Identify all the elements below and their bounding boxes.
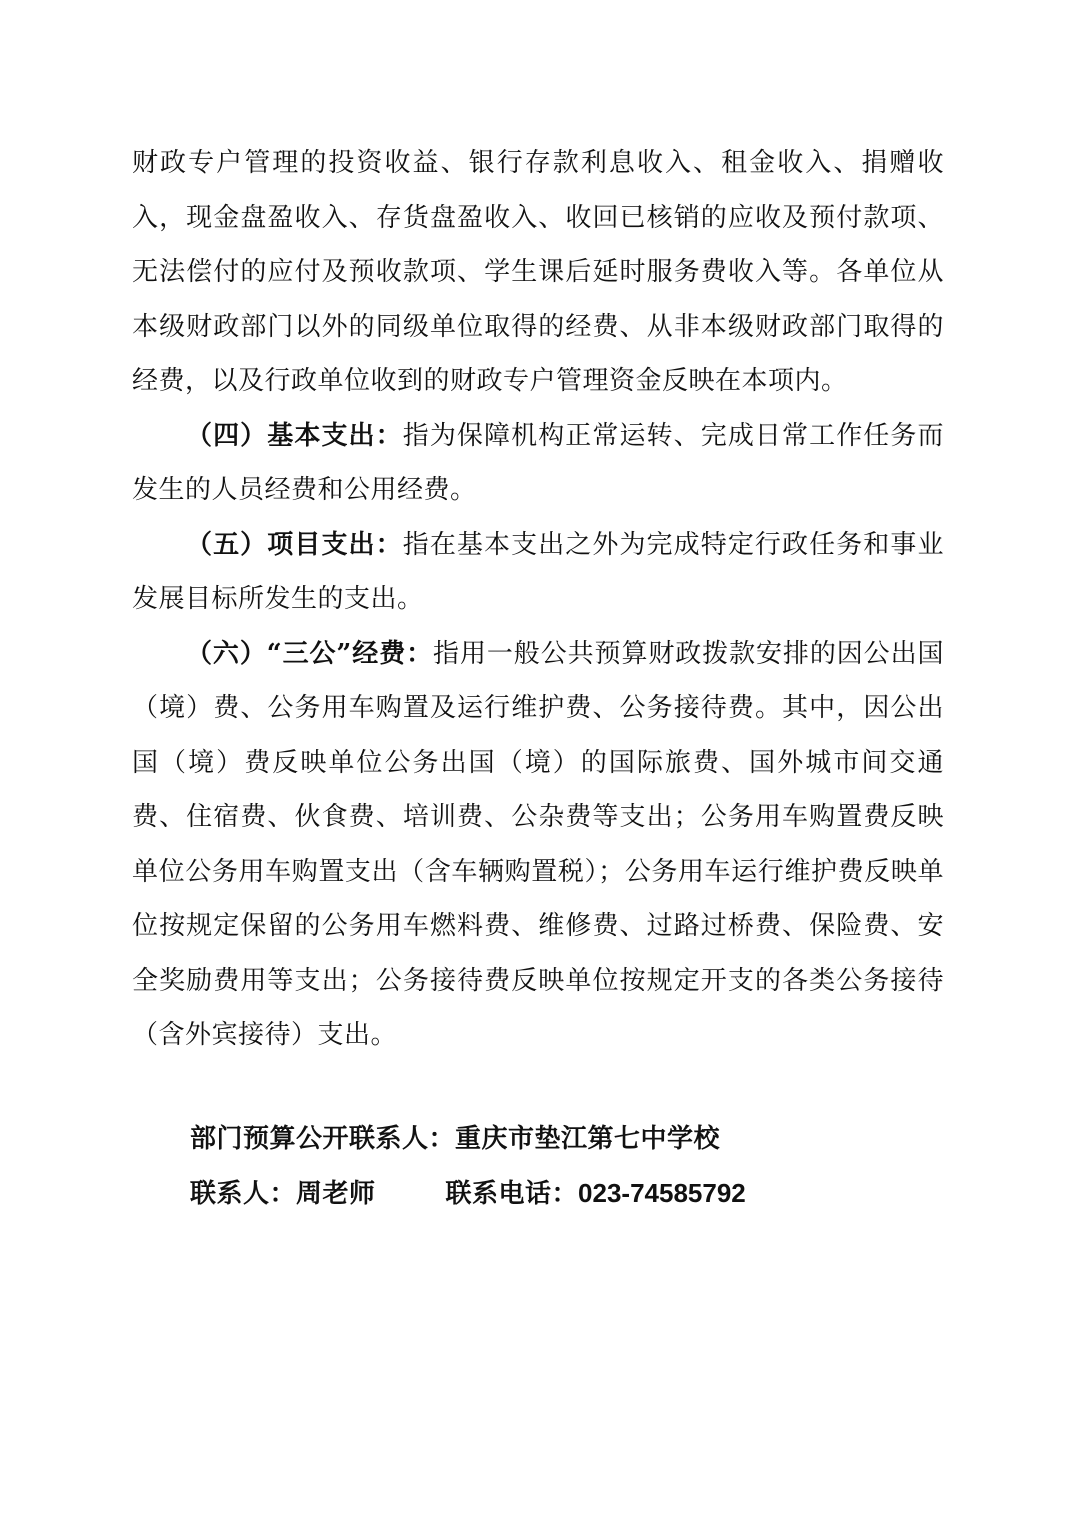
- contact-organization-line: [190, 1119, 720, 1159]
- paragraph-three-public-expenses: [132, 627, 944, 1063]
- definition-basic-expenditure: 指为保障机构正常运转、完成日常工作任务而发生的人员经费和公用经费。: [132, 420, 944, 505]
- term-three-public-expenses: （六）“三公”经费：: [186, 638, 434, 669]
- contact-person-label: 联系人：: [190, 1179, 297, 1209]
- paragraph-basic-expenditure: [132, 409, 944, 518]
- paragraph-project-expenditure: [132, 518, 944, 627]
- paragraph-text: 财政专户管理的投资收益、银行存款利息收入、租金收入、捐赠收入，现金盘盈收入、存货盘盈收入、收回已核销的应收及预付款项、无法偿付的应付及预收款项、学生课后延时服务费收入等。各单位从本级财政部门以外的同级单位取得的经费、从非本级财政部门取得的经费，以及行政单位收到的财政专户管理资金反映在本项内。: [132, 148, 944, 396]
- contact-phone-number: 023-74585792: [578, 1178, 746, 1208]
- definition-three-public-expenses: 指用一般公共预算财政拨款安排的因公出国（境）费、公务用车购置及运行维护费、公务接待费。其中，因公出国（境）费反映单位公务出国（境）的国际旅费、国外城市间交通费、住宿费、伙食费、培训费、公杂费等支出；公务用车购置费反映单位公务用车购置支出（含车辆购置税）；公务用车运行维护费反映单位按规定保留的公务用车燃料费、维修费、过路过桥费、保险费、安全奖励费用等支出；公务接待费反映单位按规定开支的各类公务接待（含外宾接待）支出。: [132, 638, 944, 1050]
- contact-person-name: 周老师: [296, 1179, 376, 1209]
- contact-org-label: 部门预算公开联系人：: [190, 1124, 456, 1154]
- contact-phone-label: 联系电话：: [445, 1179, 579, 1209]
- term-project-expenditure: （五）项目支出：: [186, 529, 403, 560]
- definition-project-expenditure: 指在基本支出之外为完成特定行政任务和事业发展目标所发生的支出。: [132, 529, 944, 614]
- document-body: [132, 136, 944, 1063]
- term-basic-expenditure: （四）基本支出：: [186, 420, 403, 451]
- paragraph-income-continuation: [132, 136, 944, 409]
- contact-person-line: [190, 1173, 746, 1214]
- contact-org-name: 重庆市垫江第七中学校: [455, 1124, 721, 1154]
